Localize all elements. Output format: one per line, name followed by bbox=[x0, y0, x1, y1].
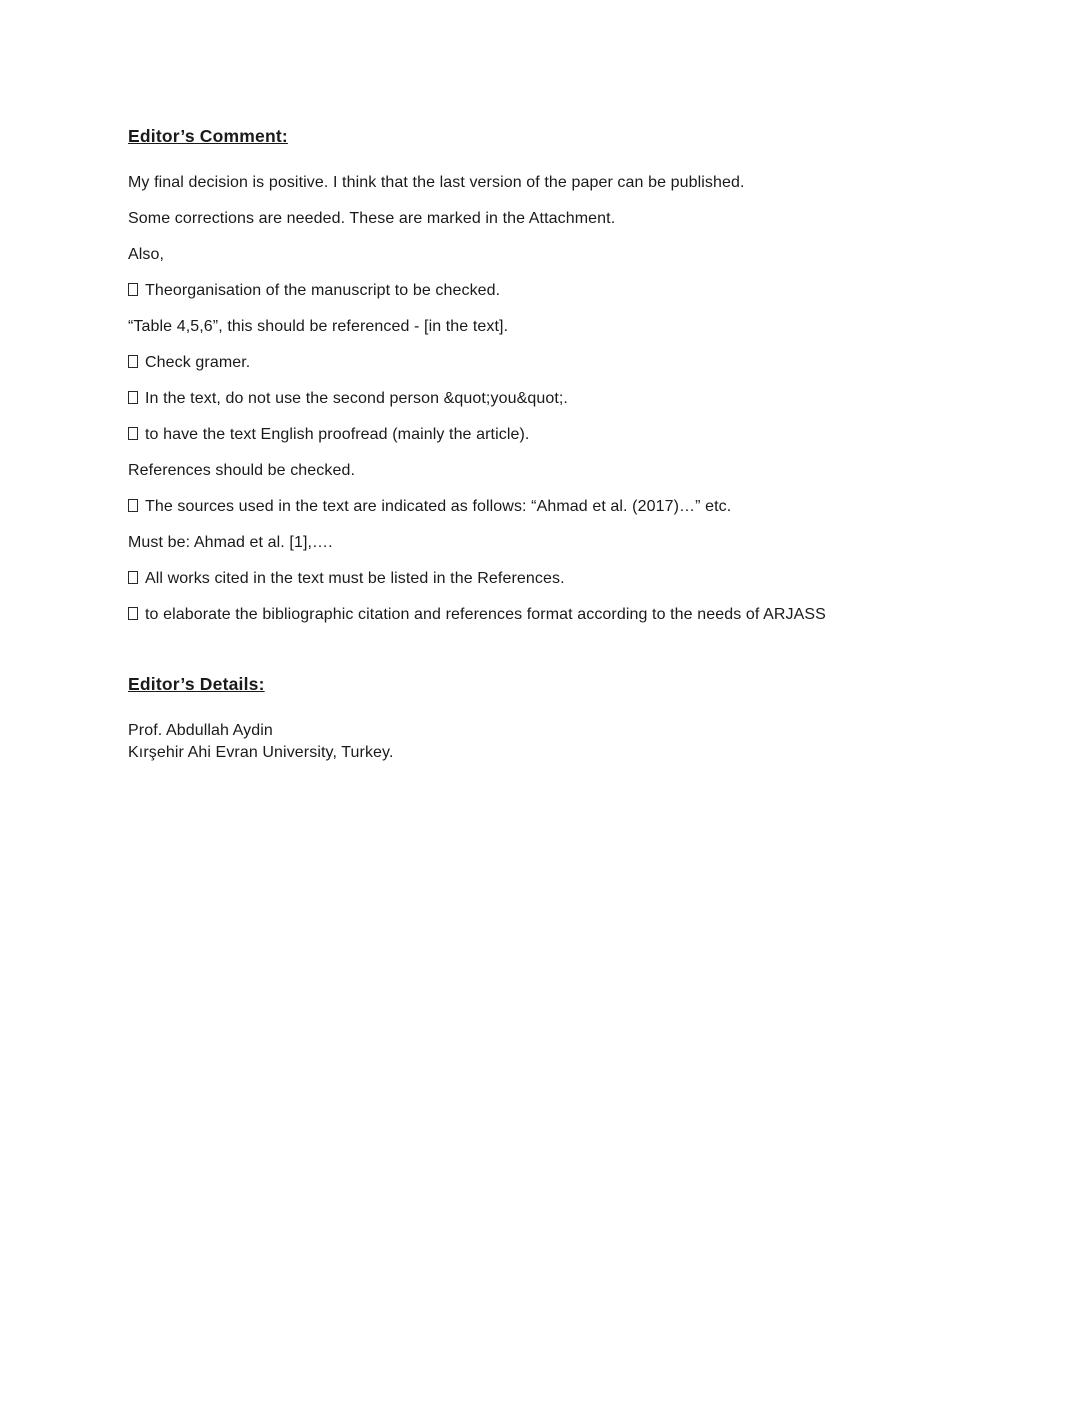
paragraph-text: In the text, do not use the second person &quot;you&quot;. bbox=[145, 390, 568, 407]
missing-glyph-bullet-icon bbox=[128, 355, 138, 368]
missing-glyph-bullet-icon bbox=[128, 427, 138, 440]
editor-name: Prof. Abdullah Aydin bbox=[128, 722, 273, 739]
paragraph-text: Some corrections are needed. These are marked in the Attachment. bbox=[128, 210, 616, 227]
details-section-heading: Editor’s Details: bbox=[128, 674, 265, 694]
paragraph-text: “Table 4,5,6”, this should be referenced - [in the text]. bbox=[128, 318, 509, 335]
paragraph bbox=[128, 496, 968, 517]
paragraph bbox=[128, 532, 968, 553]
paragraph-text: All works cited in the text must be listed in the References. bbox=[145, 570, 565, 587]
paragraph-text: Must be: Ahmad et al. [1],…. bbox=[128, 534, 333, 551]
paragraph-text: Theorganisation of the manuscript to be checked. bbox=[145, 282, 501, 299]
paragraph bbox=[128, 352, 968, 373]
paragraph bbox=[128, 172, 968, 193]
paragraph-text: The sources used in the text are indicated as follows: “Ahmad et al. (2017)…” etc. bbox=[145, 498, 732, 515]
missing-glyph-bullet-icon bbox=[128, 607, 138, 620]
paragraph-text: to have the text English proofread (mainly the article). bbox=[145, 426, 530, 443]
paragraph-text: Also, bbox=[128, 246, 165, 263]
paragraph bbox=[128, 568, 968, 589]
missing-glyph-bullet-icon bbox=[128, 499, 138, 512]
paragraph-text: My final decision is positive. I think that the last version of the paper can be published. bbox=[128, 174, 745, 191]
missing-glyph-bullet-icon bbox=[128, 283, 138, 296]
editor-affiliation: Kırşehir Ahi Evran University, Turkey. bbox=[128, 744, 394, 761]
paragraph bbox=[128, 460, 968, 481]
missing-glyph-bullet-icon bbox=[128, 571, 138, 584]
paragraph-text: References should be checked. bbox=[128, 462, 356, 479]
editor-details-block bbox=[128, 720, 968, 764]
comment-section-heading: Editor’s Comment: bbox=[128, 126, 288, 146]
paragraph bbox=[128, 316, 968, 337]
missing-glyph-bullet-icon bbox=[128, 391, 138, 404]
paragraph bbox=[128, 388, 968, 409]
paragraph bbox=[128, 424, 968, 445]
paragraph bbox=[128, 280, 968, 301]
paragraph bbox=[128, 208, 968, 229]
paragraph bbox=[128, 244, 968, 265]
paragraph-text: to elaborate the bibliographic citation and references format according to the needs of ARJASS bbox=[145, 606, 826, 623]
paragraph bbox=[128, 604, 968, 625]
paragraph-text: Check gramer. bbox=[145, 354, 251, 371]
